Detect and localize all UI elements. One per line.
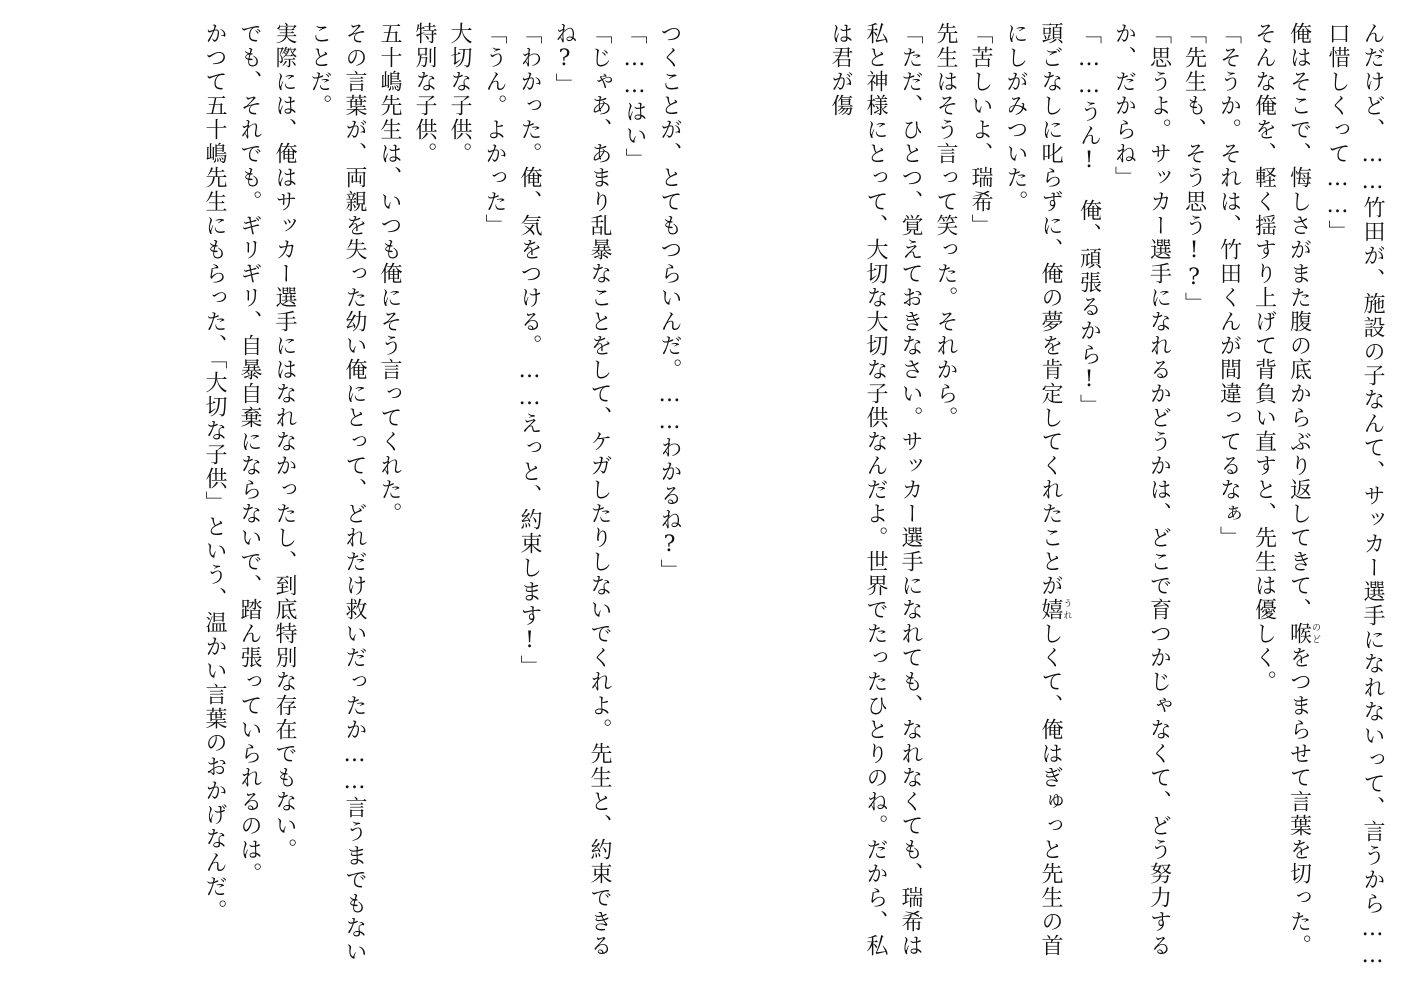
paragraph: 先生はそう言って笑った。それから。 bbox=[933, 22, 958, 430]
paragraph: 「ただ、ひとつ、覚えておきなさい。サッカー選手になれても、なれなくても、瑞希は私と神様にとって、大切な大切な子供なんだよ。世界でたったひとりのね。だから、私は君が傷 bbox=[828, 22, 923, 958]
paragraph: んだけど、……竹田が、施設の子なんて、サッカー選手になれないって、言うから……口惜しくって……」 bbox=[1325, 22, 1385, 970]
paragraph: 大切な子供。 bbox=[447, 22, 472, 166]
right-page-text bbox=[823, 22, 1390, 978]
paragraph: 「わかった。俺、気をつける。……えっと、約束します!」 bbox=[517, 22, 542, 679]
paragraph: 頭ごなしに叱らずに、俺の夢を肯定してくれたことが嬉うれしくて、俺はぎゅっと先生の首にしがみついた。 bbox=[1003, 22, 1072, 958]
ruby-annotation: 嬉うれ bbox=[1038, 598, 1072, 622]
paragraph: 「うん。よかった」 bbox=[482, 22, 507, 238]
paragraph: 「先生も、そう思う!?」 bbox=[1181, 22, 1207, 316]
paragraph: 「思うよ。サッカー選手になれるかどうかは、どこで育つかじゃなくて、どう努力するか、だからね」 bbox=[1111, 22, 1172, 958]
ruby-annotation: 喉のど bbox=[1286, 622, 1320, 646]
paragraph: その言葉が、両親を失った幼い俺にとって、どれだけ救いだったか……言うまでもないことだ。 bbox=[307, 22, 367, 964]
ruby-reading: うれ bbox=[1061, 598, 1072, 622]
paragraph: 「苦しいよ、瑞希」 bbox=[968, 22, 993, 238]
paragraph: でも、それでも。ギリギリ、自暴自棄にならないで、踏ん張っていられるのは。 bbox=[237, 22, 262, 886]
paragraph: 特別な子供。 bbox=[412, 22, 437, 166]
paragraph: 「……はい」 bbox=[622, 22, 647, 172]
paragraph: かつて五十嶋先生にもらった、「大切な子供」という、温かい言葉のおかげなんだ。 bbox=[202, 22, 227, 923]
paragraph: 「……うん! 俺、頑張るから!」 bbox=[1076, 22, 1102, 418]
paragraph: 実際には、俺はサッカー選手にはなれなかったし、到底特別な存在でもない。 bbox=[272, 22, 297, 862]
paragraph: 「じゃあ、あまり乱暴なことをして、ケガしたりしないでくれよ。先生と、約束できるね?」 bbox=[552, 22, 612, 958]
paragraph: 五十嶋先生は、いつも俺にそう言ってくれた。 bbox=[377, 22, 402, 526]
paragraph: 「そうか。それは、竹田くんが間違ってるなぁ」 bbox=[1216, 22, 1242, 550]
left-page-text bbox=[197, 22, 687, 978]
right-page bbox=[707, 0, 1414, 1000]
paragraph: つくことが、とてもつらいんだ。……わかるね?」 bbox=[657, 22, 682, 583]
paragraph: 俺はそこで、悔しさがまた腹の底からぶり返してきて、喉のどをつまらせて言葉を切った。そんな俺を、軽く揺すり上げて背負い直すと、先生は優しく。 bbox=[1251, 22, 1320, 958]
ruby-reading: のど bbox=[1310, 622, 1320, 646]
